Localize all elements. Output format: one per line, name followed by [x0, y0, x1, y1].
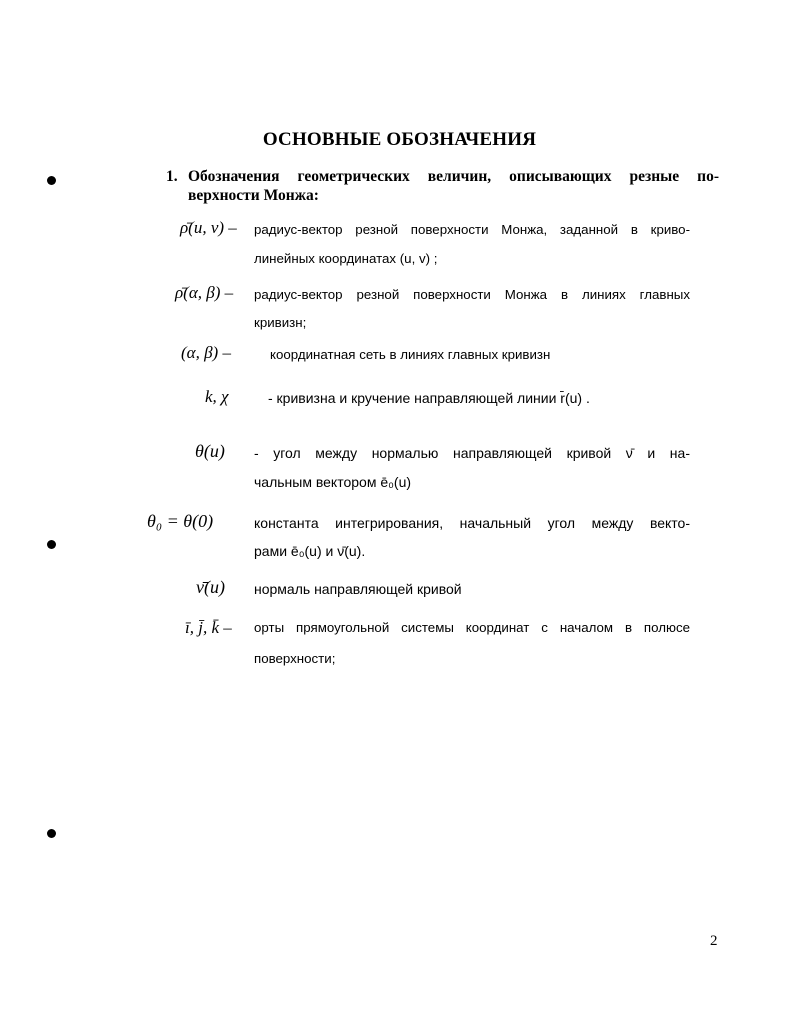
symbol-rho-alpha-beta: ρ̄(α, β) – — [175, 283, 234, 302]
entry-1-line-2: линейных координатах (u, v) ; — [254, 251, 438, 266]
symbol-theta-u: θ(u) — [195, 441, 225, 461]
page-number: 2 — [710, 933, 718, 949]
entry-6-line-2: рами ē₀(u) и ν̄(u). — [254, 543, 366, 559]
entry-2-line-2: кривизн; — [254, 315, 307, 330]
section-number: 1. — [166, 168, 178, 185]
symbol-theta-zero: θ₀ = θ(0) — [147, 511, 214, 531]
entry-6-line-1: константа интегрирования, начальный угол между векто- — [254, 515, 690, 531]
entry-1-line-1: радиус-вектор резной поверхности Монжа, заданной в криво- — [254, 222, 690, 237]
entry-7-line-1: нормаль направляющей кривой — [254, 581, 462, 597]
entry-4-line-1: - кривизна и кручение направляющей линии r̄(u) . — [268, 390, 590, 406]
symbol-alpha-beta: (α, β) – — [181, 343, 231, 362]
entry-3-line-1: координатная сеть в линиях главных кривизн — [270, 347, 551, 362]
section-heading-line-1: Обозначения геометрических величин, описывающих резные по- — [188, 168, 719, 185]
entry-8-line-2: поверхности; — [254, 651, 336, 666]
entry-8-line-1: орты прямоугольной системы координат с началом в полюсе — [254, 620, 690, 635]
symbol-k-chi: k, χ — [205, 387, 229, 406]
entry-5-line-1: - угол между нормалью направляющей кривой ν̄ и на- — [254, 445, 690, 461]
entry-5-line-2: чальным вектором ē₀(u) — [254, 474, 412, 490]
margin-dot-middle — [47, 540, 56, 549]
page-title: ОСНОВНЫЕ ОБОЗНАЧЕНИЯ — [262, 129, 537, 150]
section-heading-line-2: верхности Монжа: — [188, 187, 319, 204]
symbol-nu-u: ν̄(u) — [196, 577, 225, 597]
margin-dot-bottom — [47, 829, 56, 838]
symbol-rho-u-v: ρ̄(u, v) – — [180, 218, 237, 237]
margin-dot-top — [47, 176, 56, 185]
entry-2-line-1: радиус-вектор резной поверхности Монжа в линиях главных — [254, 287, 690, 302]
symbol-unit-vectors: ī, j̄, k̄ – — [185, 618, 232, 637]
